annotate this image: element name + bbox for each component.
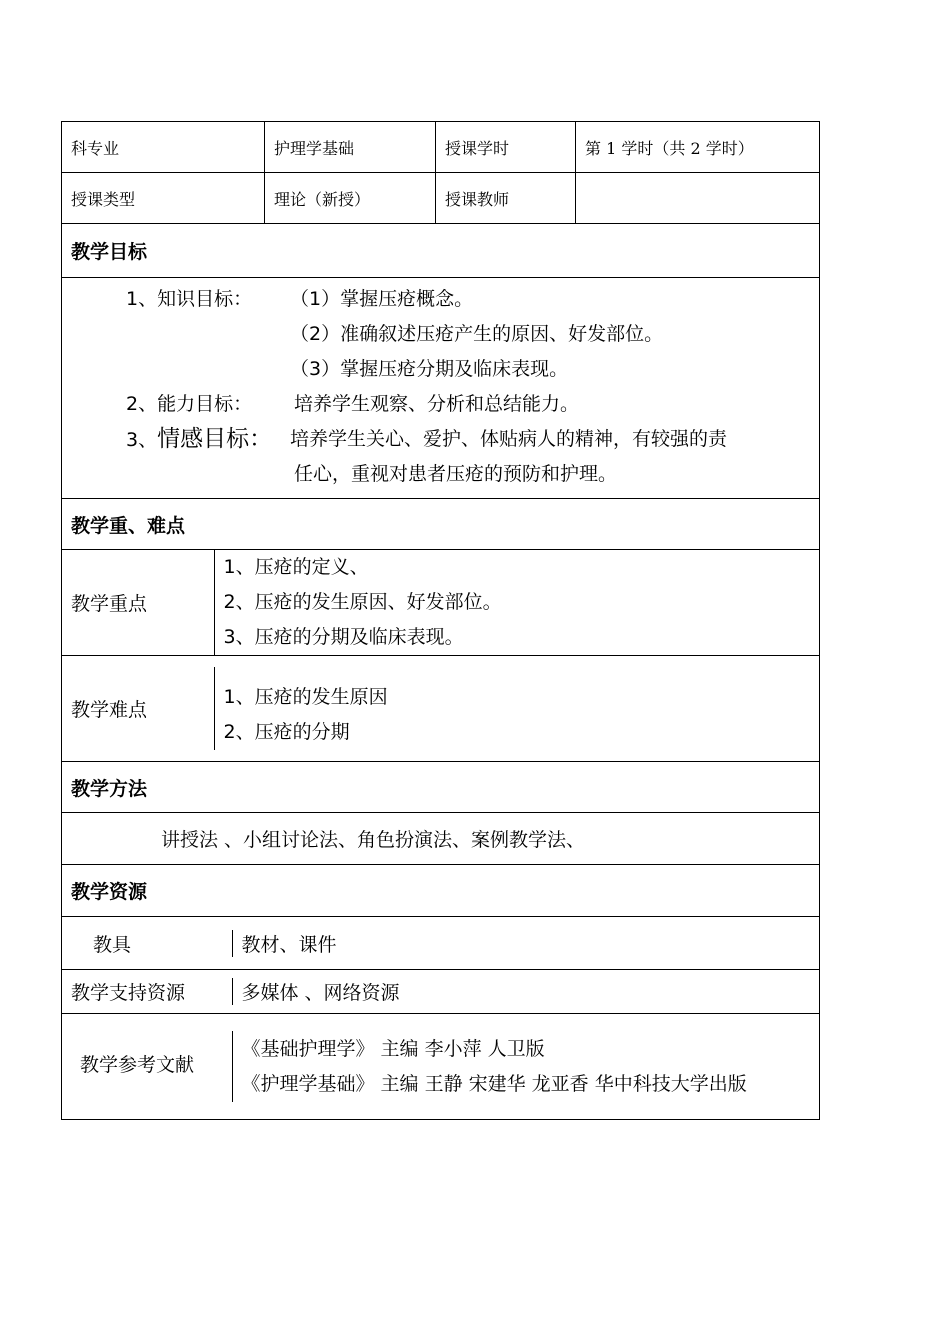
header-cell: 授课学时 — [436, 122, 576, 173]
section-title-resources: 教学资源 — [62, 865, 820, 917]
teacher-cell — [576, 173, 820, 224]
focus-cell — [62, 550, 820, 656]
emotion-goal-label: 情感目标： — [157, 426, 273, 452]
support-cell — [62, 970, 820, 1014]
focus-item: 2、压疮的发生原因、好发部位。 — [223, 591, 502, 613]
section-title-goals: 教学目标 — [62, 224, 820, 278]
section-title-methods: 教学方法 — [62, 762, 820, 813]
methods-text: 讲授法 、小组讨论法、角色扮演法、案例教学法、 — [62, 813, 820, 865]
header-cell: 护理学基础 — [265, 122, 436, 173]
goals-cell — [62, 278, 820, 499]
tools-text: 教材、课件 — [241, 933, 337, 956]
header-cell: 第 1 学时（共 2 学时） — [576, 122, 820, 173]
header-cell: 理论（新授） — [265, 173, 436, 224]
reference-item: 《护理学基础》 主编 王静 宋建华 龙亚香 华中科技大学出版 — [241, 1073, 747, 1095]
emotion-goal-text: 培养学生关心、爱护、体贴病人的精神，有较强的责 — [290, 428, 728, 450]
difficulty-list — [214, 667, 819, 750]
tools-label: 教具 — [62, 930, 232, 957]
focus-label: 教学重点 — [62, 550, 214, 655]
header-row-1 — [62, 122, 820, 173]
focus-item: 1、压疮的定义、 — [223, 556, 369, 578]
difficulty-item: 2、压疮的分期 — [223, 721, 350, 743]
difficulty-cell — [62, 656, 820, 762]
references-list — [232, 1031, 819, 1102]
header-row-2 — [62, 173, 820, 224]
focus-item: 3、压疮的分期及临床表现。 — [223, 626, 464, 648]
references-label: 教学参考文献 — [62, 1031, 232, 1102]
support-label: 教学支持资源 — [62, 978, 232, 1005]
difficulty-item: 1、压疮的发生原因 — [223, 686, 388, 708]
emotion-goal-number: 3、 — [126, 429, 158, 451]
reference-item: 《基础护理学》 主编 李小萍 人卫版 — [241, 1038, 545, 1060]
header-cell: 授课教师 — [436, 173, 576, 224]
ability-goal-text: 培养学生观察、分析和总结能力。 — [294, 393, 580, 415]
difficulty-label: 教学难点 — [62, 667, 214, 750]
tools-cell — [62, 917, 820, 970]
emotion-goal-text: 任心，重视对患者压疮的预防和护理。 — [294, 463, 618, 485]
header-cell: 授课类型 — [62, 173, 265, 224]
knowledge-goal-label: 1、知识目标： — [126, 288, 253, 310]
ability-goal-label: 2、能力目标： — [126, 393, 253, 415]
focus-list — [214, 550, 819, 655]
references-cell — [62, 1014, 820, 1120]
header-cell: 科专业 — [62, 122, 265, 173]
lesson-plan-table — [61, 121, 820, 1120]
section-title-key-points: 教学重、难点 — [62, 499, 820, 550]
knowledge-goal-item: （1）掌握压疮概念。 — [290, 288, 474, 310]
knowledge-goal-item: （2）准确叙述压疮产生的原因、好发部位。 — [290, 323, 664, 345]
support-text: 多媒体 、网络资源 — [241, 982, 400, 1004]
knowledge-goal-item: （3）掌握压疮分期及临床表现。 — [290, 358, 569, 380]
